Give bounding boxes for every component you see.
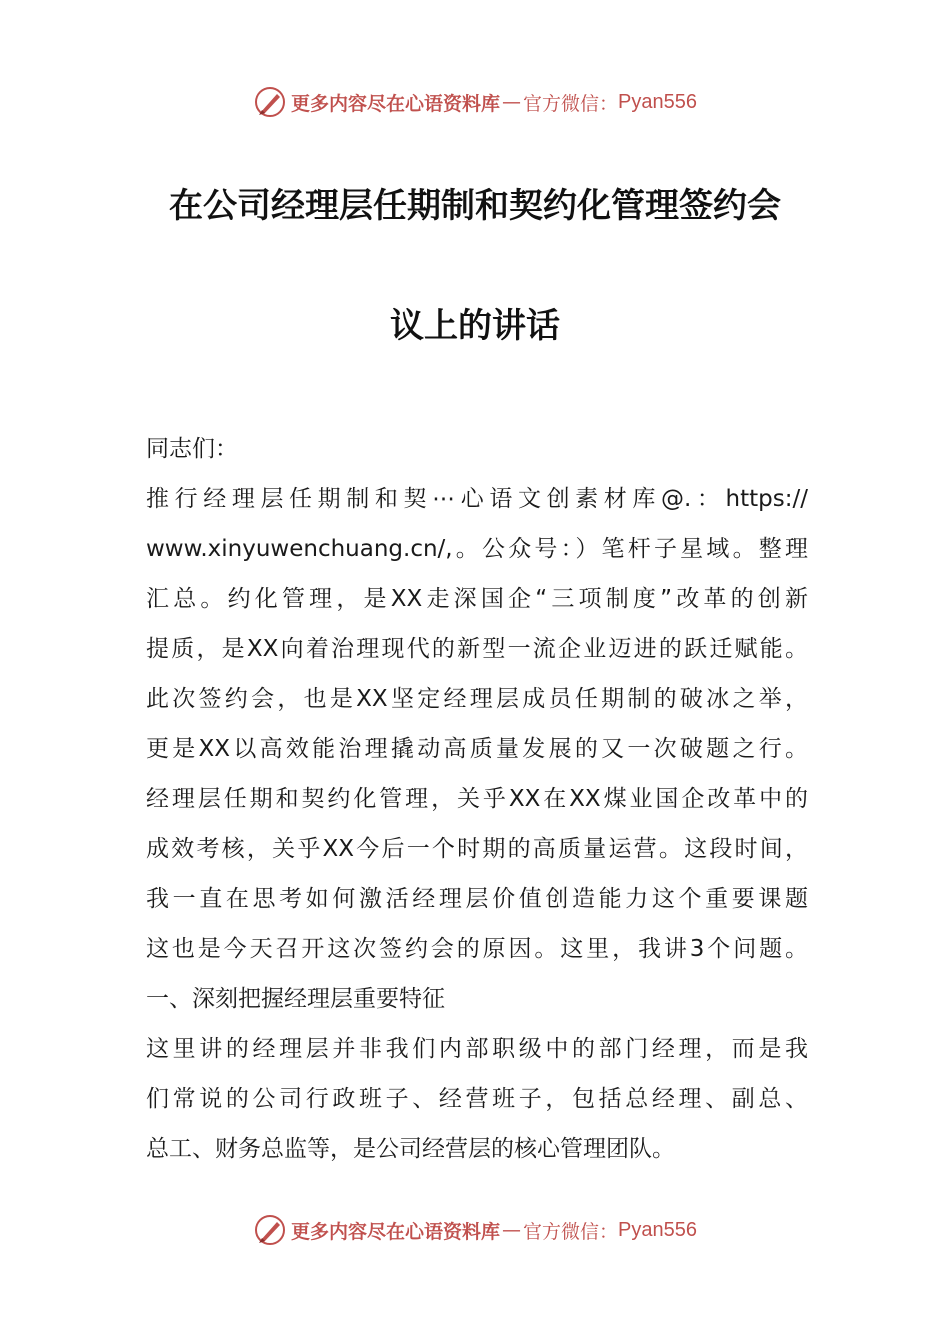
- document-body: [146, 424, 808, 1174]
- watermark-dash: —: [502, 1219, 522, 1241]
- document-title-line-1: 在公司经理层任期制和契约化管理签约会: [169, 186, 781, 226]
- body-line: 推行经理层任期制和契⋯心语文创素材库@.：https://: [146, 486, 808, 512]
- watermark-label: 官方微信：: [523, 92, 619, 115]
- body-line: 这里讲的经理层并非我们内部职级中的部门经理，而是我: [146, 1036, 808, 1062]
- body-line: 们常说的公司行政班子、经营班子，包括总经理、副总、: [146, 1086, 808, 1112]
- watermark-dash: —: [502, 91, 522, 113]
- watermark-id: Pyan556: [618, 1218, 697, 1241]
- watermark-site: 更多内容尽在心语资料库: [291, 1220, 501, 1243]
- watermark-id: Pyan556: [618, 90, 697, 113]
- header-watermark: [0, 82, 950, 122]
- footer-watermark: [0, 1210, 950, 1250]
- body-line: 成效考核，关乎XX今后一个时期的高质量运营。这段时间，: [146, 836, 808, 862]
- pen-logo-icon: [253, 1213, 287, 1247]
- body-line: 这也是今天召开这次签约会的原因。这里，我讲3个问题。: [146, 936, 808, 962]
- body-line: 汇总。约化管理，是XX走深国企“三项制度”改革的创新: [146, 586, 808, 612]
- body-line: 此次签约会，也是XX坚定经理层成员任期制的破冰之举，: [146, 686, 808, 712]
- document-title-line-2: 议上的讲话: [390, 306, 560, 346]
- body-line: 我一直在思考如何激活经理层价值创造能力这个重要课题: [146, 886, 808, 912]
- body-line: 更是XX以高效能治理撬动高质量发展的又一次破题之行。: [146, 736, 808, 762]
- body-line: www.xinyuwenchuang.cn/,。公众号：）笔杆子星域。整理: [146, 536, 808, 562]
- body-line: 经理层任期和契约化管理，关乎XX在XX煤业国企改革中的: [146, 786, 808, 812]
- body-line: 提质，是XX向着治理现代的新型一流企业迈进的跃迁赋能。: [146, 636, 808, 662]
- watermark-site: 更多内容尽在心语资料库: [291, 92, 501, 115]
- body-line: 同志们：: [146, 436, 238, 462]
- watermark-label: 官方微信：: [523, 1220, 619, 1243]
- body-line: 总工、财务总监等，是公司经营层的核心管理团队。: [146, 1136, 675, 1162]
- pen-logo-icon: [253, 85, 287, 119]
- section-heading: 一、深刻把握经理层重要特征: [146, 986, 445, 1012]
